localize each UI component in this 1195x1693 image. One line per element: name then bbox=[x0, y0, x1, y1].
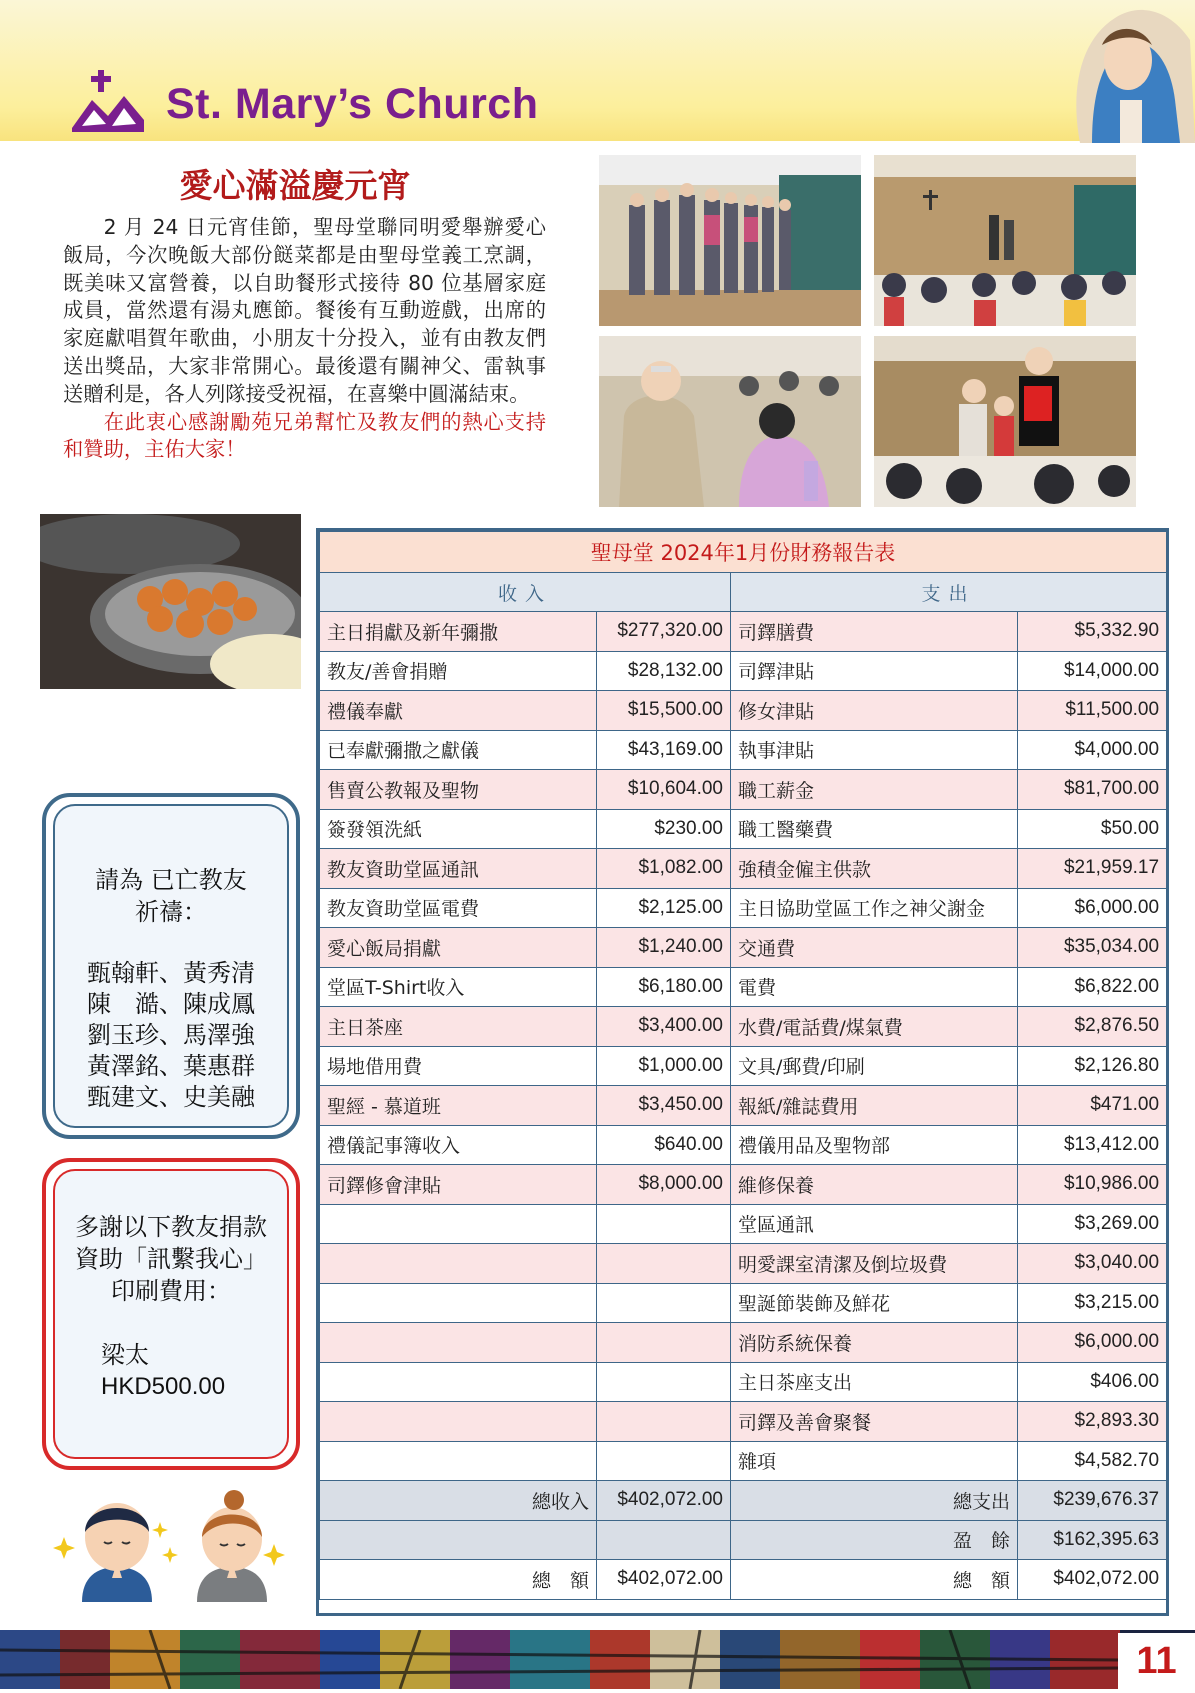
expense-item-label: 司鐸津貼 bbox=[731, 651, 1018, 691]
donation-thanks-inner bbox=[53, 1169, 289, 1459]
income-item-label: 簽發領洗紙 bbox=[320, 809, 597, 849]
expense-item-amount: $81,700.00 bbox=[1018, 770, 1167, 810]
finance-title: 聖母堂 2024年1月份財務報告表 bbox=[320, 532, 1167, 573]
income-item-label: 教友資助堂區電費 bbox=[320, 888, 597, 928]
donation-heading bbox=[55, 1211, 287, 1307]
income-item-amount bbox=[597, 1283, 731, 1323]
income-item-amount: $1,082.00 bbox=[597, 849, 731, 889]
prayer-heading-line2: 祈禱： bbox=[135, 898, 207, 926]
income-header: 收入 bbox=[320, 573, 731, 612]
income-item-label bbox=[320, 1283, 597, 1323]
income-item-amount: $640.00 bbox=[597, 1125, 731, 1165]
income-item-amount: $10,604.00 bbox=[597, 770, 731, 810]
donor-name: 梁太 bbox=[101, 1341, 149, 1369]
header-divider bbox=[0, 141, 1195, 149]
surplus-label: 盈 餘 bbox=[731, 1520, 1018, 1560]
income-item-label: 售賣公教報及聖物 bbox=[320, 770, 597, 810]
prayer-name-line: 陳 澔、陳成鳳 bbox=[87, 990, 255, 1018]
finance-row bbox=[320, 1362, 1167, 1402]
page-number: 11 bbox=[1118, 1633, 1195, 1689]
income-item-amount: $28,132.00 bbox=[597, 651, 731, 691]
expense-item-amount: $406.00 bbox=[1018, 1362, 1167, 1402]
finance-row bbox=[320, 1165, 1167, 1205]
income-item-amount bbox=[597, 1204, 731, 1244]
expense-item-amount: $10,986.00 bbox=[1018, 1165, 1167, 1205]
income-item-label bbox=[320, 1362, 597, 1402]
prayer-heading-line1: 請為 已亡教友 bbox=[95, 866, 247, 894]
expense-item-label: 職工薪金 bbox=[731, 770, 1018, 810]
total-expense-amount: $239,676.37 bbox=[1018, 1481, 1167, 1521]
church-name: St. Mary’s Church bbox=[166, 80, 539, 128]
prayer-box-inner bbox=[53, 804, 289, 1128]
income-item-amount: $3,400.00 bbox=[597, 1007, 731, 1047]
prayer-heading bbox=[55, 864, 287, 928]
income-item-amount bbox=[597, 1362, 731, 1402]
expense-item-label: 主日協助堂區工作之神父謝金 bbox=[731, 888, 1018, 928]
article-body bbox=[63, 214, 546, 464]
finance-row bbox=[320, 1046, 1167, 1086]
finance-row bbox=[320, 612, 1167, 652]
income-item-label: 堂區T-Shirt收入 bbox=[320, 967, 597, 1007]
finance-row bbox=[320, 888, 1167, 928]
finance-report-table bbox=[316, 528, 1169, 1616]
income-item-label: 場地借用費 bbox=[320, 1046, 597, 1086]
article-paragraph: 2 月 24 日元宵佳節，聖母堂聯同明愛舉辦愛心飯局，今次晚飯大部份餸菜都是由聖母堂義工烹調，既美味又富營養，以自助餐形式接待 80 位基層家庭成員，當然還有湯丸應節。餐後有互動遊戲，出席的家庭獻唱賀年歌曲，小朋友十分投入，並有由教友們送出獎品，大家非常開心。最後還有關神父、雷執事送贈利是，各人列隊接受祝福，在喜樂中圓滿結束。 bbox=[63, 215, 546, 406]
income-item-label: 已奉獻彌撒之獻儀 bbox=[320, 730, 597, 770]
expense-item-label: 報紙/雜誌費用 bbox=[731, 1086, 1018, 1126]
expense-item-amount: $4,000.00 bbox=[1018, 730, 1167, 770]
expense-item-label: 堂區通訊 bbox=[731, 1204, 1018, 1244]
expense-item-label: 明愛課室清潔及倒垃圾費 bbox=[731, 1244, 1018, 1284]
expense-item-label: 交通費 bbox=[731, 928, 1018, 968]
expense-item-amount: $3,215.00 bbox=[1018, 1283, 1167, 1323]
expense-item-amount: $6,000.00 bbox=[1018, 1323, 1167, 1363]
expense-item-amount: $50.00 bbox=[1018, 809, 1167, 849]
prayer-name-line: 黃澤銘、葉惠群 bbox=[87, 1052, 255, 1080]
income-item-amount bbox=[597, 1244, 731, 1284]
expense-item-amount: $4,582.70 bbox=[1018, 1441, 1167, 1481]
expense-item-amount: $2,893.30 bbox=[1018, 1402, 1167, 1442]
finance-row bbox=[320, 849, 1167, 889]
income-item-label: 主日捐獻及新年彌撒 bbox=[320, 612, 597, 652]
donation-heading-line2: 資助「訊繫我心」 bbox=[75, 1245, 267, 1273]
donor-amount: HKD500.00 bbox=[101, 1373, 226, 1400]
prayer-name-line: 劉玉珍、馬澤強 bbox=[87, 1021, 255, 1049]
expense-item-label: 執事津貼 bbox=[731, 730, 1018, 770]
expense-item-label: 主日茶座支出 bbox=[731, 1362, 1018, 1402]
finance-row bbox=[320, 1244, 1167, 1284]
expense-item-label: 文具/郵費/印刷 bbox=[731, 1046, 1018, 1086]
expense-item-label: 強積金僱主供款 bbox=[731, 849, 1018, 889]
finance-row bbox=[320, 809, 1167, 849]
expense-item-label: 雜項 bbox=[731, 1441, 1018, 1481]
income-item-amount: $15,500.00 bbox=[597, 691, 731, 731]
grand-total-label: 總 額 bbox=[320, 1560, 597, 1600]
finance-row bbox=[320, 1441, 1167, 1481]
expense-item-amount: $2,126.80 bbox=[1018, 1046, 1167, 1086]
income-item-amount: $230.00 bbox=[597, 809, 731, 849]
income-item-label bbox=[320, 1204, 597, 1244]
church-logo-icon bbox=[72, 70, 144, 136]
expense-header: 支出 bbox=[731, 573, 1167, 612]
expense-item-amount: $6,822.00 bbox=[1018, 967, 1167, 1007]
income-item-amount: $1,240.00 bbox=[597, 928, 731, 968]
prayer-name-line: 甄建文、史美融 bbox=[87, 1083, 255, 1111]
prayer-name-line: 甄翰軒、黃秀清 bbox=[87, 959, 255, 987]
finance-row bbox=[320, 1086, 1167, 1126]
article-thanks: 在此衷心感謝勵苑兄弟幫忙及教友們的熱心支持和贊助，主佑大家！ bbox=[63, 409, 546, 462]
finance-row bbox=[320, 1204, 1167, 1244]
photo-game-host bbox=[874, 336, 1136, 507]
expense-item-label: 禮儀用品及聖物部 bbox=[731, 1125, 1018, 1165]
expense-item-amount: $5,332.90 bbox=[1018, 612, 1167, 652]
total-income-amount: $402,072.00 bbox=[597, 1481, 731, 1521]
income-item-label: 禮儀奉獻 bbox=[320, 691, 597, 731]
income-item-label bbox=[320, 1323, 597, 1363]
finance-row bbox=[320, 1283, 1167, 1323]
income-item-amount bbox=[597, 1323, 731, 1363]
income-item-amount: $6,180.00 bbox=[597, 967, 731, 1007]
expense-item-amount: $13,412.00 bbox=[1018, 1125, 1167, 1165]
expense-item-label: 司鐸及善會聚餐 bbox=[731, 1402, 1018, 1442]
photo-choir bbox=[599, 155, 861, 326]
total-expense-label: 總支出 bbox=[731, 1481, 1018, 1521]
expense-item-amount: $471.00 bbox=[1018, 1086, 1167, 1126]
surplus-empty-label bbox=[320, 1520, 597, 1560]
finance-total-row bbox=[320, 1560, 1167, 1600]
surplus-empty-amount bbox=[597, 1520, 731, 1560]
finance-row bbox=[320, 691, 1167, 731]
income-item-amount: $277,320.00 bbox=[597, 612, 731, 652]
income-item-amount bbox=[597, 1402, 731, 1442]
income-item-label: 禮儀記事簿收入 bbox=[320, 1125, 597, 1165]
donor-entry bbox=[101, 1339, 287, 1403]
praying-children-illustration bbox=[52, 1482, 292, 1606]
income-item-label: 教友資助堂區通訊 bbox=[320, 849, 597, 889]
income-item-label bbox=[320, 1244, 597, 1284]
income-item-label: 司鐸修會津貼 bbox=[320, 1165, 597, 1205]
expense-item-label: 聖誕節裝飾及鮮花 bbox=[731, 1283, 1018, 1323]
donation-heading-line1: 多謝以下教友捐款 bbox=[75, 1213, 267, 1241]
expense-item-label: 職工醫藥費 bbox=[731, 809, 1018, 849]
expense-item-amount: $14,000.00 bbox=[1018, 651, 1167, 691]
prayer-names bbox=[55, 958, 287, 1113]
income-item-amount: $8,000.00 bbox=[597, 1165, 731, 1205]
donation-heading-line3: 印刷費用： bbox=[111, 1277, 231, 1305]
income-item-label: 主日茶座 bbox=[320, 1007, 597, 1047]
expense-item-amount: $35,034.00 bbox=[1018, 928, 1167, 968]
expense-item-amount: $6,000.00 bbox=[1018, 888, 1167, 928]
expense-item-label: 水費/電話費/煤氣費 bbox=[731, 1007, 1018, 1047]
prayer-box bbox=[42, 793, 300, 1139]
finance-row bbox=[320, 967, 1167, 1007]
income-item-amount: $1,000.00 bbox=[597, 1046, 731, 1086]
income-item-label: 愛心飯局捐獻 bbox=[320, 928, 597, 968]
expense-item-amount: $3,269.00 bbox=[1018, 1204, 1167, 1244]
finance-total-row bbox=[320, 1481, 1167, 1521]
finance-row bbox=[320, 928, 1167, 968]
expense-item-label: 消防系統保養 bbox=[731, 1323, 1018, 1363]
expense-item-label: 電費 bbox=[731, 967, 1018, 1007]
income-item-amount: $43,169.00 bbox=[597, 730, 731, 770]
expense-item-label: 司鐸膳費 bbox=[731, 612, 1018, 652]
stained-glass-footer bbox=[0, 1630, 1195, 1689]
income-item-amount: $3,450.00 bbox=[597, 1086, 731, 1126]
mary-statue-image bbox=[1040, 0, 1195, 147]
expense-item-amount: $3,040.00 bbox=[1018, 1244, 1167, 1284]
grand-total-expense: $402,072.00 bbox=[1018, 1560, 1167, 1600]
income-item-label bbox=[320, 1402, 597, 1442]
finance-row bbox=[320, 770, 1167, 810]
total-income-label: 總收入 bbox=[320, 1481, 597, 1521]
income-item-amount: $2,125.00 bbox=[597, 888, 731, 928]
grand-total-label-right: 總 額 bbox=[731, 1560, 1018, 1600]
expense-item-amount: $21,959.17 bbox=[1018, 849, 1167, 889]
finance-row bbox=[320, 1323, 1167, 1363]
donation-thanks-box bbox=[42, 1158, 300, 1470]
photo-shrimp-dish bbox=[40, 514, 301, 689]
expense-item-amount: $2,876.50 bbox=[1018, 1007, 1167, 1047]
finance-row bbox=[320, 730, 1167, 770]
income-item-label bbox=[320, 1441, 597, 1481]
finance-row bbox=[320, 651, 1167, 691]
income-item-label: 聖經 - 慕道班 bbox=[320, 1086, 597, 1126]
finance-row bbox=[320, 1402, 1167, 1442]
finance-total-row bbox=[320, 1520, 1167, 1560]
surplus-amount: $162,395.63 bbox=[1018, 1520, 1167, 1560]
expense-item-label: 維修保養 bbox=[731, 1165, 1018, 1205]
finance-row bbox=[320, 1007, 1167, 1047]
photo-priest-blessing bbox=[599, 336, 861, 507]
expense-item-amount: $11,500.00 bbox=[1018, 691, 1167, 731]
article-title: 愛心滿溢慶元宵 bbox=[179, 166, 411, 205]
photo-hall bbox=[874, 155, 1136, 326]
income-item-label: 教友/善會捐贈 bbox=[320, 651, 597, 691]
income-item-amount bbox=[597, 1441, 731, 1481]
finance-table bbox=[319, 531, 1167, 1600]
grand-total-income: $402,072.00 bbox=[597, 1560, 731, 1600]
expense-item-label: 修女津貼 bbox=[731, 691, 1018, 731]
finance-row bbox=[320, 1125, 1167, 1165]
